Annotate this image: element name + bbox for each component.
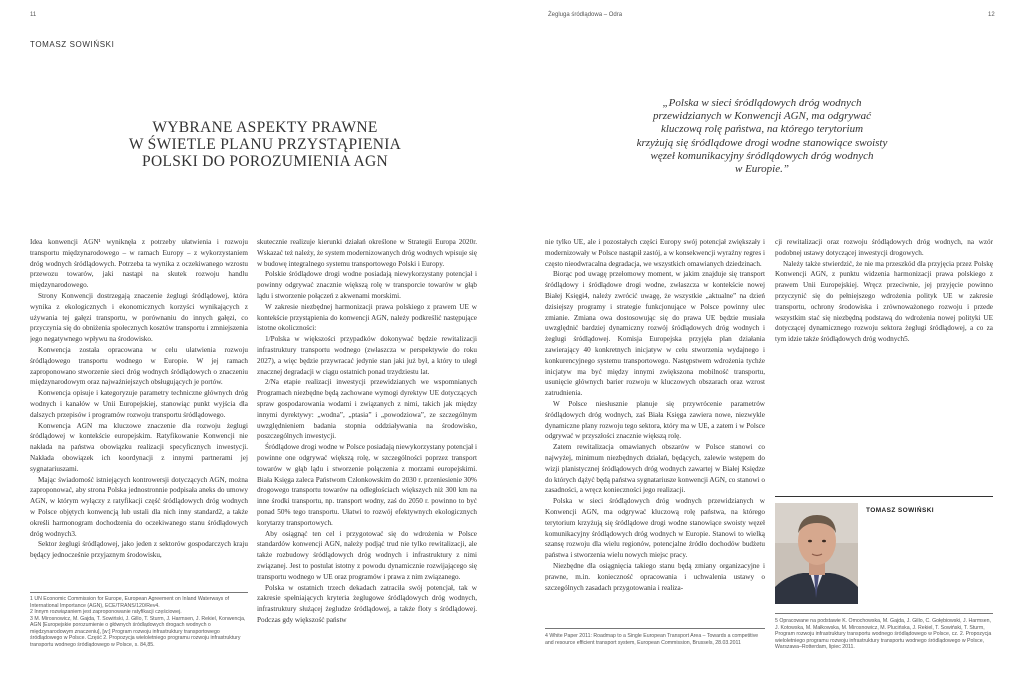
pull-quote xyxy=(612,97,912,176)
paragraph: Niezbędne dla osiągnięcia takiego stanu będą zmiany organizacyjne i prawne, m.in. konieczność opracowania i uchwalenia ustawy o szczególnych zasadach przygotowania i realiza- xyxy=(545,561,765,592)
footnote-divider xyxy=(30,592,248,593)
footnote: 3 M. Mirosnowicz, M. Gajda, T. Sowiński, J. Gillo, T. Sturm, J. Harmsen, J. Rekiel, Konwencja, AGN [Europejskie porozumienie o głównych śródlądowych drogach wodnych o międzynarodowym znaczeniu], [w:] Program rozwoju infrastruktury transportowego śródlądowego w Polsce. Część 2. Propozycja wieloletniego programu rozwoju infrastruktury transportu wodnego śródlądowego w Polsce, s. 84,85. xyxy=(30,615,246,648)
paragraph: W zakresie niezbędnej harmonizacji prawa polskiego z prawem UE w kontekście przystąpienia do konwencji AGN, należy podkreślić następujące istotne okoliczności: xyxy=(257,302,477,333)
paragraph: skutecznie realizuje kierunki działań określone w Strategii Europa 2020r. Wskazać też należy, że system modernizowanych dróg wodnych wpisuje się w budowę integralnego systemu transportowego Polski i Europy. xyxy=(257,238,477,268)
body-column-3 xyxy=(545,237,765,621)
paragraph: W Polsce niesłusznie planuje się przywrócenie parametrów śródlądowych dróg wodnych, zaś Biała Księga zawiera nowe, niezwykle dynamiczne plany rozwoju tego sektora, który ma w UE, a zatem i w Polsce odgrywać w przyszłości znacznie większą rolę. xyxy=(545,399,765,441)
paragraph: 1/Polska w większości przypadków dokonywać będzie rewitalizacji infrastruktury transportu wodnego (zwłaszcza w perspektywie do roku 2027), a więc będzie przywracać jedynie stan jaki już był, a który to uległ znacznej degradacji w ciągu ostatnich ponad trzydziestu lat. xyxy=(257,335,477,376)
paragraph: Konwencja została opracowana w celu ułatwienia rozwoju śródlądowego transportu wodnego w Europie. W jej ramach zaproponowano stworzenie sieci dróg wodnych śródlądowych o znaczeniu międzynarodowym oraz najważniejszych obsługujących je portów. xyxy=(30,345,248,387)
quote-line: „Polska w sieci śródlądowych dróg wodnych xyxy=(662,97,862,109)
title-line: W ŚWIETLE PLANU PRZYSTĄPIENIA xyxy=(128,136,402,153)
body-column-1 xyxy=(30,237,248,587)
right-page-number: 12 xyxy=(988,12,995,18)
paragraph: Idea konwencji AGN¹ wyniknęła z potrzeby ułatwienia i rozwoju transportu międzynarodowego – w ramach Europy – z wykorzystaniem dróg wodnych śródlądowych. Potrzeba ta wynika z oczekiwanego wzrostu przewozu towarów, jaki nastąpi na skutek rozwoju handlu międzynarodowego. xyxy=(30,238,248,290)
bio-author-name: TOMASZ SOWIŃSKI xyxy=(866,507,934,514)
author-photo xyxy=(775,503,858,604)
paragraph: nie tylko UE, ale i pozostałych części Europy swój potencjał zwiększały i modernizowały w Polsce nastąpił zastój, a w konsekwencji wyraźny regres i często nieodwracalna degradacja, we wszystkich omawianych dziedzinach. xyxy=(545,238,765,268)
bio-divider xyxy=(775,496,993,497)
paragraph: Zatem rewitalizacja omawianych obszarów w Polsce stanowi co najwyżej, minimum niezbędnych działań, będących, zalewie wstępem do wizji planistycznej śródlądowych dróg wodnych zawartej w Białej Księdze do których dążyć będą państwa sygnatariusze konwencji AGN, co stanowi o zasadności, a wręcz konieczności jego realizacji. xyxy=(545,443,765,495)
body-column-4 xyxy=(775,237,993,367)
footnote-divider xyxy=(545,628,765,629)
left-page-number: 11 xyxy=(30,12,37,18)
paragraph: Konwencja opisuje i kategoryzuje parametry techniczne głównych dróg wodnych i kanałów w Unii Europejskiej, stanowiąc punkt wyjścia dla dalszych przepisów i programów rozwoju transportu śródlądowego. xyxy=(30,389,248,419)
paragraph: Aby osiągnąć ten cel i przygotować się do wdrożenia w Polsce standardów konwencji AGN, należy podjąć trud nie tylko rewitalizacji, ale także rozbudowy śródlądowych dróg wodnych i infrastruktury z nimi związanej. Jest to postulat istotny z powodu dynamicznie rozwijającego się transportu wodnego w UE oraz programów i prawa z nim związanego. xyxy=(257,529,477,581)
footnote-divider xyxy=(775,613,993,614)
author-name-top: TOMASZ SOWIŃSKI xyxy=(30,40,115,49)
footnote-right: 5 Opracowane na podstawie K. Omochowska, M. Gajda, J. Gillo, C. Gołębiowski, J. Harmsen, J. Kotowska, M. Małkowska, M. Mirosnowicz, M. Plucińska, J. Rekiel, T. Sowiński, T. Sturm, Program rozwoju infrastruktury transportu wodnego śródlądowego w Polsce, cz. 2. Propozycja wieloletniego programu rozwoju infrastruktury transportu wodnego śródlądowego w Polsce, Warszawa–Rotterdam, lipiec 2011. xyxy=(775,618,992,650)
paragraph: Polska w sieci śródlądowych dróg wodnych przewidzianych w Konwencji AGN, ma odgrywać kluczową rolę państwa, na którego terytorium krzyżują się śródlądowe drogi wodne stanowiące swoisty węzeł komunikacyjny śródlądowych dróg wodnych w Europie. Stanowi to wielką szansę rozwoju dla wielu regionów, potencjalne źródło dochodów budżetu państwa i stworzenia wielu nowych miejsc pracy. xyxy=(545,497,765,560)
quote-line: węzeł komunikacyjny śródlądowych dróg wodnych xyxy=(650,149,874,162)
quote-line: kluczową rolę państwa, na którego terytorium xyxy=(660,123,864,136)
article-title xyxy=(100,119,430,170)
title-line: WYBRANE ASPEKTY PRAWNE xyxy=(152,119,378,136)
paragraph: Należy także stwierdzić, że nie ma przeszkód dla przyjęcia przez Polskę Konwencji AGN, z punktu widzenia harmonizacji prawa polskiego z prawem Unii Europejskiej. Wręcz przeciwnie, jej przyjęcie powinno przyczynić się do pełniejszego wdrożenia polityk UE w zakresie transportu, ochrony środowiska i zrównoważonego rozwoju i przede wszystkim stać się niezbędną podstawą do wdrożenia nowej polityki UE dotyczącej dynamicznego rozwoju sektora żeglugi śródlądowej, a co za tym idzie także śródlądowych dróg wodnych5. xyxy=(775,259,993,344)
paragraph: Konwencja AGN ma kluczowe znaczenie dla rozwoju żeglugi śródlądowej w kontekście europejskim. Ratyfikowanie Konwencji nie nakłada na państwa obowiązku realizacji specyficznych inwestycji. Nakłada obowiązek ich koordynacji z innymi partnerami jej sygnatariuszami. xyxy=(30,421,248,473)
paragraph: Mając świadomość istniejących kontrowersji dotyczących AGN, można zaproponować, aby strona Polska jednostronnie podpisała aneks do umowy AGN, w którym wyłączy z ratyfikacji część śródlądowych dróg wodnych w Polsce objętych konwencją lub ustali dla nich inny standard2, a także określi harmonogram dochodzenia do oczekiwanego stanu śródlądowych dróg wodnych3. xyxy=(30,475,248,538)
paragraph: Polska w ostatnich trzech dekadach zatraciła swój potencjał, tak w zakresie spełniających kryteria żeglugowe śródlądowych dróg wodnych, infrastruktury służącej żegludze śródlądowej, a także floty s śródlądowej. Podczas gdy większość państw xyxy=(257,583,477,624)
footnote: 2 Innym rozwiązaniem jest zaproponowanie ratyfikacji częściowej. xyxy=(30,609,182,615)
footnote-col3: 4 White Paper 2011: Roadmap to a Single European Transport Area – Towards a competitive and resource efficient transport system, European Commission, Brussels, 28.03.2011 xyxy=(545,633,759,646)
paragraph: cji rewitalizacji oraz rozwoju śródlądowych dróg wodnych, na wzór podobnej ustawy dotyczącej inwestycji drogowych. xyxy=(775,238,993,257)
footnote: 1 UN Economic Commission for Europe, European Agreement on Inland Waterways of International Importance (AGN), ECE/TRANS/120/Rev4. xyxy=(30,596,230,609)
paragraph: 2/Na etapie realizacji inwestycji przewidzianych we wspomnianych Programach niezbędne będą zachowane wymogi dyrektyw UE dotyczących spraw gospodarowania wodami i związanych z nimi, takich jak między innymi dyrektywy: „wodna”, „ptasia” i „powodziowa”, ze szczególnym uwzględnieniem badania stopnia oddziaływania na środowisko, poszczególnych inwestycji. xyxy=(257,378,477,441)
paragraph: Strony Konwencji dostrzegają znaczenie żeglugi śródlądowej, która wynika z ekologicznych i ekonomicznych korzyści wynikających z używania tej gałęzi transportu, w porównaniu do innych gałęzi, co przyczynia się do obniżenia społecznych kosztów transportu i zmniejszenia jego negatywnego wpływu na środowisko. xyxy=(30,291,248,344)
paragraph: Biorąc pod uwagę przełomowy moment, w jakim znajduje się transport śródlądowy i śródlądowe drogi wodne, zwłaszcza w kontekście nowej Białej Księgi4, należy zwrócić uwagę, że wszystkie „aktualne” na dzień dzisiejszy programy i strategie funkcjonujące w Polsce powinny ulec zmianie. Zmiana owa dostosowując się do prawa UE będzie musiała uwzględnić bardziej dynamiczny rozwój śródlądowych dróg wodnych i żeglugi śródlądowej. Komisja Europejska przyjęła plan działania zawierający 40 konkretnych inicjatyw w celu stworzenia wydajnego i konkurencyjnego systemu transportowego. Następstwem wdrożenia tychże inicjatyw ma być między innymi zwiększona mobilność transportu, usunięcie głównych barier rozwoju w kluczowych obszarach oraz wzrost zatrudnienia. xyxy=(545,270,765,398)
quote-line: w Europie.” xyxy=(735,163,789,176)
quote-line: przewidzianych w Konwencji AGN, ma odgrywać xyxy=(653,110,871,123)
footnotes-left xyxy=(30,596,248,678)
running-header: Żegluga śródlądowa – Odra xyxy=(548,12,623,18)
paragraph: Sektor żeglugi śródlądowej, jako jeden z sektorów gospodarczych kraju będący jednocześnie przyjaznym środowisku, xyxy=(30,540,248,560)
body-column-2 xyxy=(257,237,477,677)
paragraph: Polskie śródlądowe drogi wodne posiadają niewykorzystany potencjał i powinny odgrywać znacznie większą rolę w transporcie towarów w głąb lądu i stworzenie połączeń z akwenami morskimi. xyxy=(257,270,477,300)
portrait-image xyxy=(775,503,858,604)
title-line: POLSKI DO POROZUMIENIA AGN xyxy=(142,153,388,170)
paragraph: Śródlądowe drogi wodne w Polsce posiadają niewykorzystany potencjał i powinne one odgrywać większą rolę, w szczególności poprzez transport towarów w głąb lądu i stworzenie połączenia z morzami europejskimi. Biała Księga zaleca Państwom Członkowskim do 2030 r. przeniesienie 30% drogowego transportu towarów na odległościach większych niż 300 km na inne środki transportu, np. transport wodny, zaś do 2050 r. powinno to być ponad 50% tego transportu. Ułatwi to rozwój efektywnych ekologicznych korytarzy transportowych. xyxy=(257,443,477,527)
quote-line: krzyżują się śródlądowe drogi wodne stanowiące swoisty xyxy=(636,136,888,149)
